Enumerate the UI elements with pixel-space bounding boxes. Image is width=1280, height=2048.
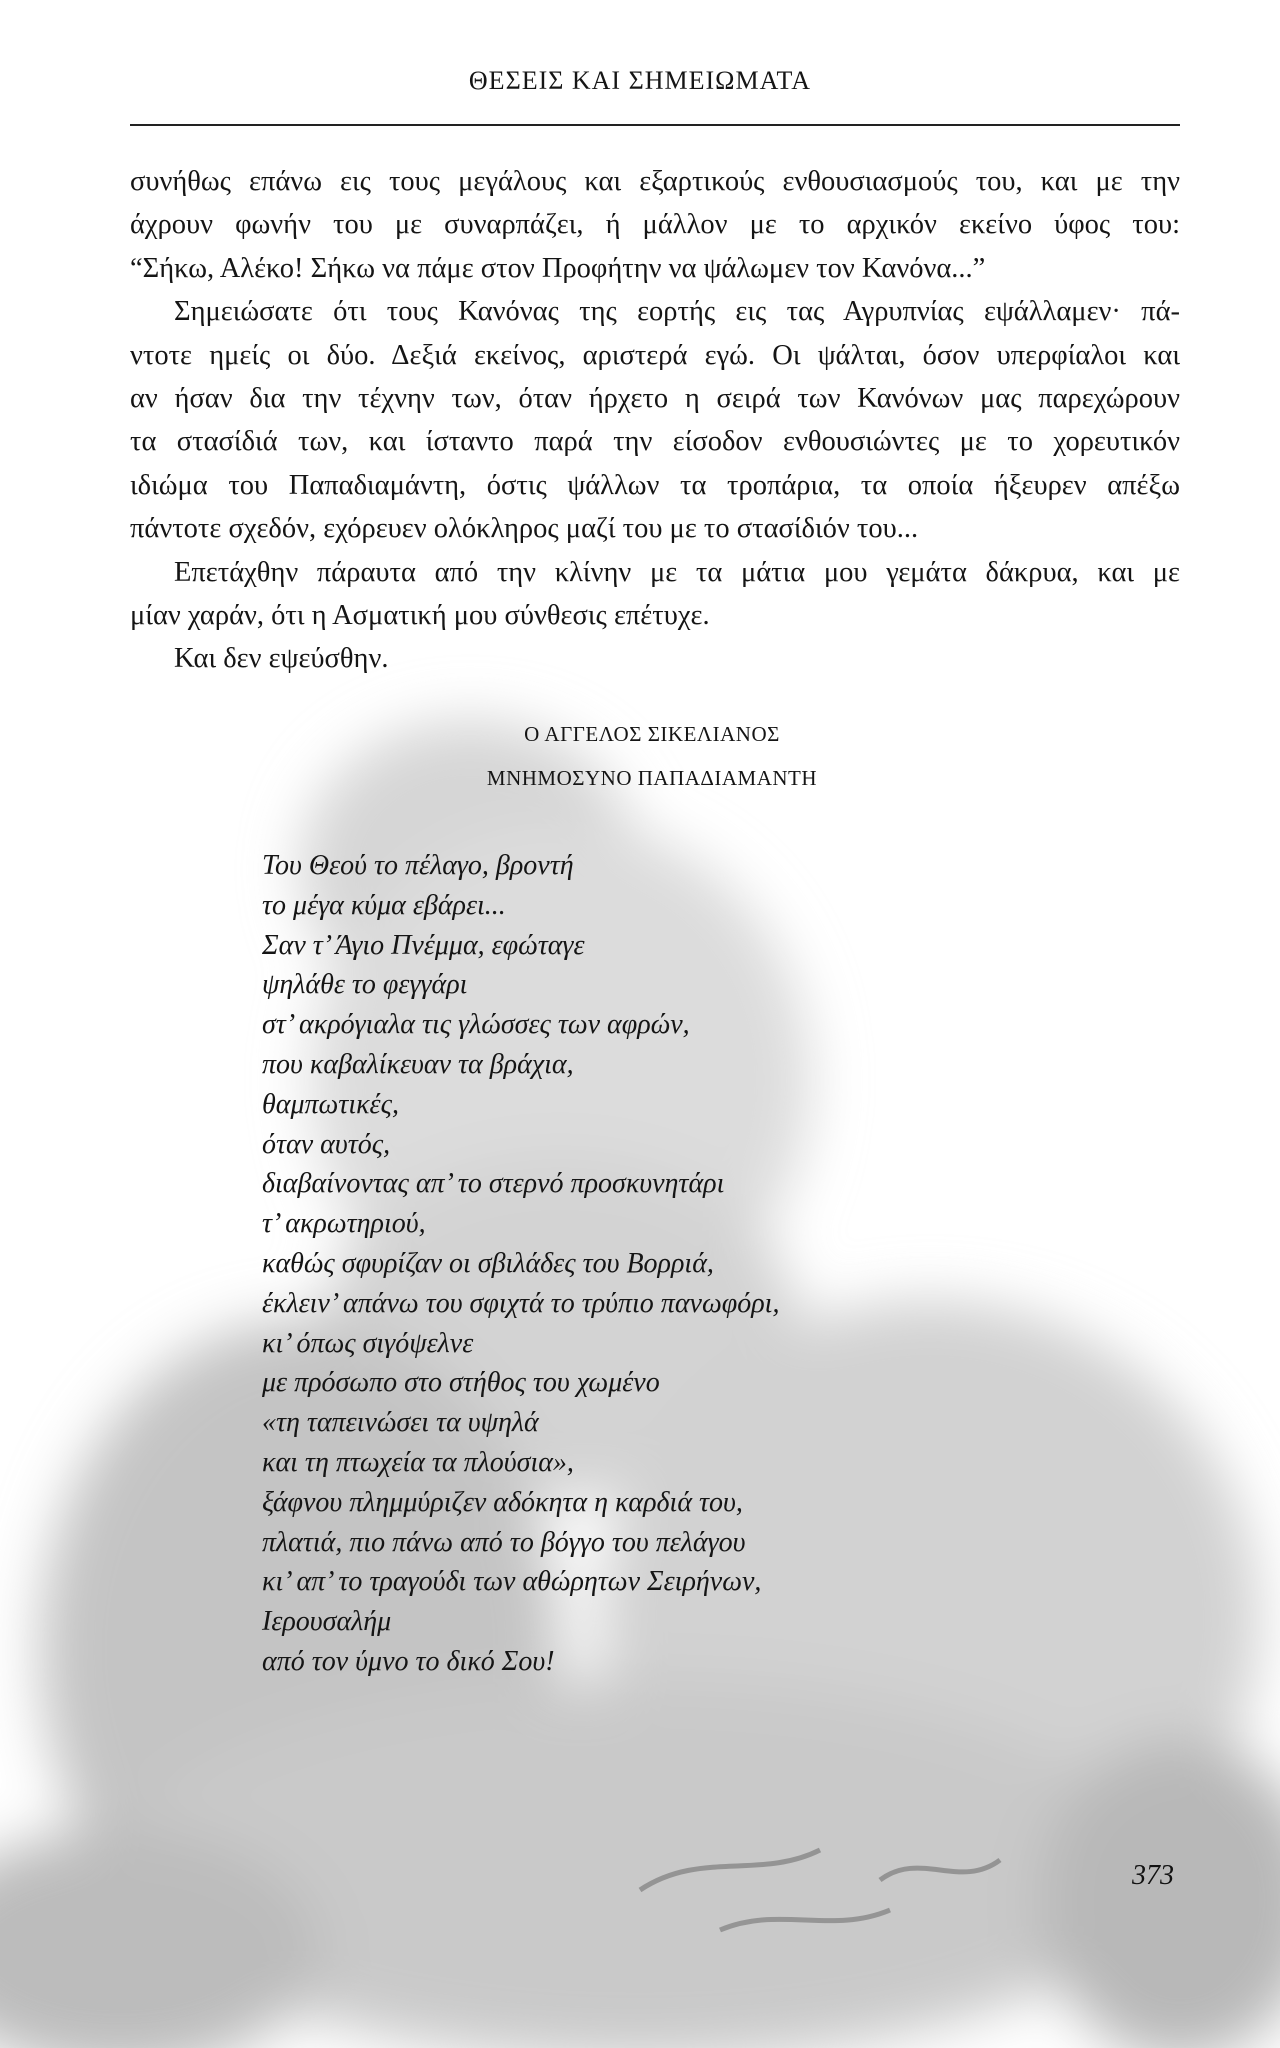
poem-line: «τη ταπεινώσει τα υψηλά	[262, 1407, 539, 1439]
prose-line: αν ήσαν δια την τέχνην των, όταν ήρχετο η σειρά των Κανόνων μας παρεχώρουν	[130, 383, 1180, 415]
poem-line: ψηλάθε το φεγγάρι	[262, 969, 468, 1001]
prose-line: τα στασίδιά των, και ίσταντο παρά την είσοδον ενθουσιώντες με το χορευτικόν	[130, 426, 1180, 458]
poem-line: Ιερουσαλήμ	[262, 1606, 392, 1638]
poem-line: τ’ ακρωτηριού,	[262, 1208, 426, 1240]
running-head: ΘΕΣΕΙΣ ΚΑΙ ΣΗΜΕΙΩΜΑΤΑ	[468, 66, 812, 95]
poem-line: πλατιά, πιο πάνω από το βόγγο του πελάγου	[262, 1526, 746, 1558]
poem-body	[262, 846, 1062, 1682]
prose-line: άχρουν φωνήν του με συναρπάζει, ή μάλλον με το αρχικόν εκείνο ύφος του:	[130, 209, 1180, 241]
poem-title: ΜΝΗΜΟΣΥΝΟ ΠΑΠΑΔΙΑΜΑΝΤΗ	[486, 766, 818, 790]
poem-line: όταν αυτός,	[262, 1128, 391, 1160]
poem-line: με πρόσωπο στο στήθος του χωμένο	[262, 1367, 660, 1399]
poem-line: κι’ όπως σιγόψελνε	[262, 1327, 474, 1359]
prose-line: ντοτε ημείς οι δύο. Δεξιά εκείνος, αριστερά εγώ. Οι ψάλται, όσον υπερφίαλοι και	[130, 339, 1180, 371]
prose-line: μίαν χαράν, ότι η Ασματική μου σύνθεσις επέτυχε.	[130, 600, 710, 632]
poem-line: έκλειν’ απάνω του σφιχτά το τρύπιο πανωφόρι,	[262, 1287, 780, 1319]
prose-line: “Σήκω, Αλέκο! Σήκω να πάμε στον Προφήτην να ψάλωμεν τον Κανόνα...”	[130, 252, 986, 284]
poem-line: κι’ απ’ το τραγούδι των αθώρητων Σειρήνων,	[262, 1566, 762, 1598]
prose-line: πάντοτε σχεδόν, εχόρευεν ολόκληρος μαζί του με το στασίδιόν του...	[130, 513, 919, 545]
poem-line: από τον ύμνο το δικό Σου!	[262, 1645, 555, 1677]
poem-line: θαμπωτικές,	[262, 1088, 399, 1120]
poem-line: στ’ ακρόγιαλα τις γλώσσες των αφρών,	[262, 1009, 690, 1041]
poem-line: Του Θεού το πέλαγο, βροντή	[262, 850, 574, 881]
prose-line: συνήθως επάνω εις τους μεγάλους και εξαρτικούς ενθουσιασμούς του, και με την	[130, 166, 1180, 197]
poem-line: Σαν τ’ Άγιο Πνέμμα, εφώταγε	[262, 929, 585, 961]
prose-line: Και δεν εψεύσθην.	[174, 643, 389, 675]
poem-line: και τη πτωχεία τα πλούσια»,	[262, 1446, 574, 1478]
poem-line: διαβαίνοντας απ’ το στερνό προσκυνητάρι	[262, 1168, 725, 1200]
prose-line: Σημειώσατε ότι τους Κανόνας της εορτής εις τας Αγρυπνίας εψάλλαμεν· πά-	[174, 296, 1180, 328]
poem-line: ξάφνου πλημμύριζεν αδόκητα η καρδιά του,	[262, 1486, 743, 1518]
page-number: 373	[1132, 1860, 1174, 1891]
poem-line: που καβαλίκευαν τα βράχια,	[262, 1048, 574, 1080]
prose-text	[130, 160, 1180, 681]
header-rule	[130, 124, 1180, 126]
poem-line: καθώς σφυρίζαν οι σβιλάδες του Βορριά,	[262, 1247, 714, 1279]
prose-line: Επετάχθην πάραυτα από την κλίνην με τα μάτια μου γεμάτα δάκρυα, και με	[174, 556, 1180, 588]
poem-author: Ο ΑΓΓΕΛΟΣ ΣΙΚΕΛΙΑΝΟΣ	[524, 722, 780, 746]
prose-line: ιδιώμα του Παπαδιαμάντη, όστις ψάλλων τα τροπάρια, τα οποία ήξευρεν απέξω	[130, 469, 1180, 501]
poem-line: το μέγα κύμα εβάρει...	[262, 889, 506, 921]
